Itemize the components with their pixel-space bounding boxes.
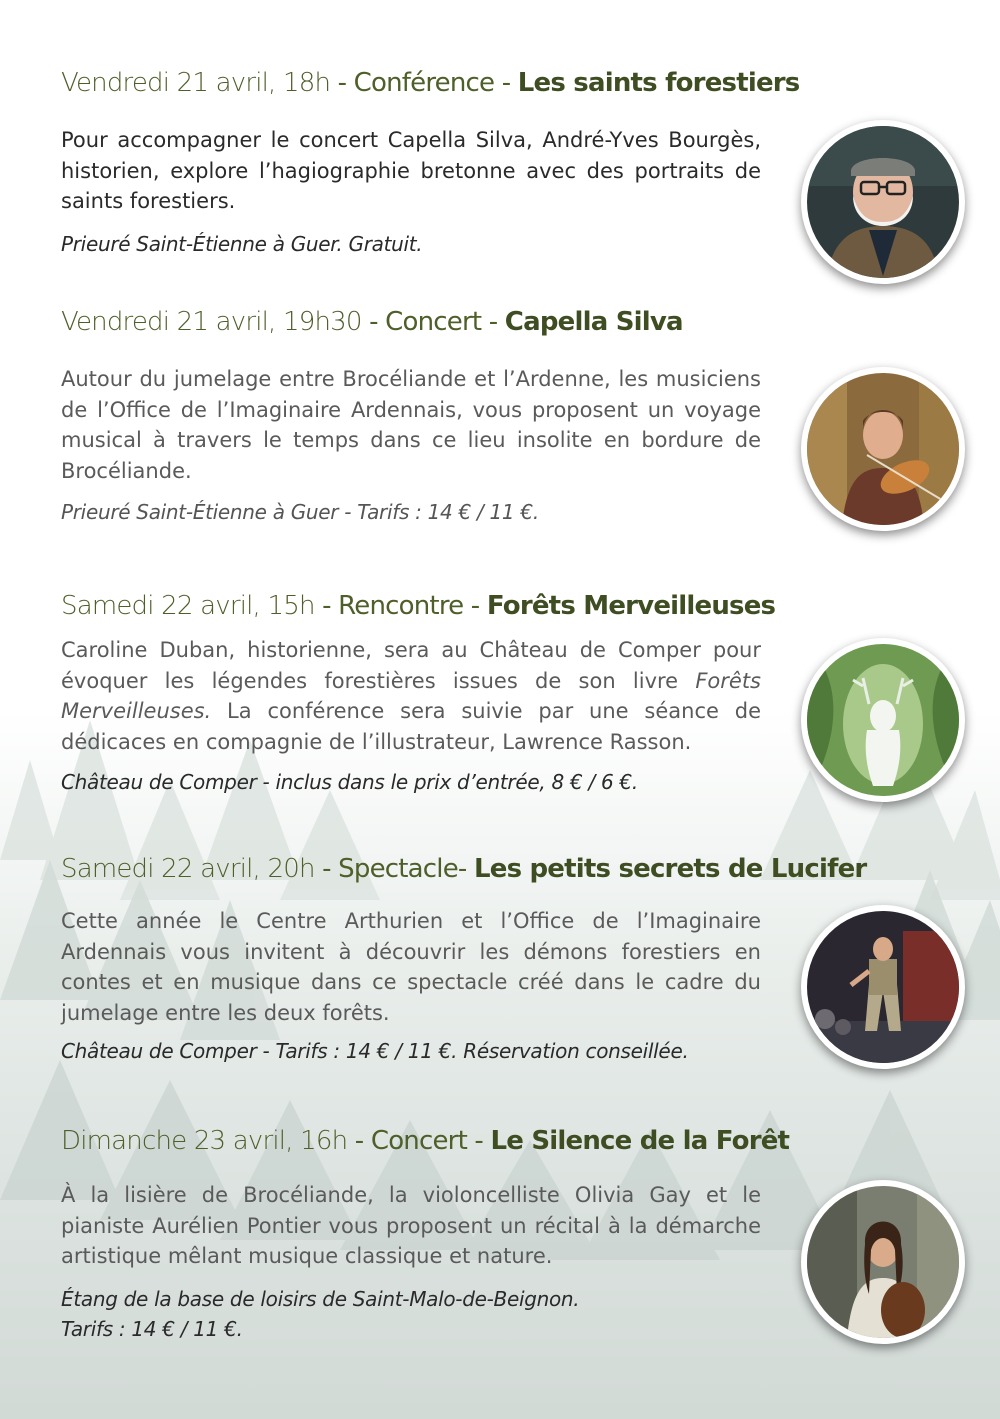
event-title <box>61 305 761 339</box>
event-description: Pour accompagner le concert Capella Silva, André-Yves Bourgès, historien, explore l’hagiographie bretonne avec des portraits de saints forestiers. <box>61 128 761 213</box>
event-kind: Concert <box>370 1126 467 1156</box>
event-title <box>61 852 867 886</box>
event-title <box>61 66 800 100</box>
description-text: Caroline Duban, historienne, sera au Château de Comper pour évoquer les légendes forestières issues de son livre <box>61 638 761 693</box>
event-name: Forêts Merveilleuses <box>486 591 776 621</box>
event-name: Les petits secrets de Lucifer <box>473 854 867 884</box>
event-name: Les saints forestiers <box>517 68 800 98</box>
event-4 <box>61 852 867 1066</box>
title-separator: - <box>330 68 354 98</box>
event-title <box>61 589 776 623</box>
event-name: Capella Silva <box>504 307 683 337</box>
title-separator: - <box>457 854 474 884</box>
event-date: Dimanche 23 avril, 16h <box>61 1126 348 1156</box>
event-date: Vendredi 21 avril, 18h <box>61 68 331 98</box>
title-separator: - <box>347 1126 371 1156</box>
event-place: Étang de la base de loisirs de Saint-Malo-de-Beignon. <box>61 1286 580 1311</box>
event-1 <box>61 66 800 259</box>
cellist-woman-forest <box>801 1180 965 1344</box>
event-date: Samedi 22 avril, 15h <box>61 591 315 621</box>
event-description: À la lisière de Brocéliande, la violoncelliste Olivia Gay et le pianiste Aurélien Pontier vous proposent un récital à la démarche artistique mêlant musique classique et nature. <box>61 1183 761 1268</box>
event-title <box>61 1124 790 1158</box>
book-title: Forêts Merveilleuses. <box>61 668 761 723</box>
event-description: Autour du jumelage entre Brocéliande et l’Ardenne, les musiciens de l’Office de l’Imaginaire Ardennais, vous proposent un voyage musical à travers le temps dans ce lieu insolite en bordure de Brocéliande. <box>61 367 761 483</box>
portrait-bearded-man <box>801 120 965 284</box>
event-kind: Concert <box>385 307 482 337</box>
event-3 <box>61 589 776 797</box>
event-place: Prieuré Saint-Étienne à Guer. Gratuit. <box>61 231 423 256</box>
event-place: Château de Comper - inclus dans le prix d’entrée, 8 € / 6 €. <box>61 770 638 794</box>
event-kind: Spectacle <box>338 854 458 884</box>
event-5 <box>61 1124 790 1344</box>
description-text: La conférence sera suivie par une séance de dédicaces en compagnie de l’illustrateur, Lawrence Rasson. <box>61 699 761 754</box>
white-stag-illustration <box>801 638 965 802</box>
violinist-woman <box>801 367 965 531</box>
title-separator: - <box>481 307 505 337</box>
title-separator: - <box>314 591 339 621</box>
title-separator: - <box>361 307 386 337</box>
event-price: Tarifs : 14 € / 11 €. <box>61 1316 243 1341</box>
event-description: Cette année le Centre Arthurien et l’Office de l’Imaginaire Ardennais vous invitent à découvrir les démons forestiers en contes et en musique dans ce spectacle créé dans le cadre du jumelage entre les deux forêts. <box>61 909 761 1025</box>
title-separator: - <box>463 591 487 621</box>
event-date: Samedi 22 avril, 20h <box>61 854 315 884</box>
event-name: Le Silence de la Forêt <box>490 1126 790 1156</box>
event-place: Château de Comper - Tarifs : 14 € / 11 €. Réservation conseillée. <box>61 1039 689 1063</box>
title-separator: - <box>314 854 339 884</box>
title-separator: - <box>466 1126 491 1156</box>
title-separator: - <box>494 68 518 98</box>
event-2 <box>61 305 761 527</box>
event-date: Vendredi 21 avril, 19h30 <box>61 307 362 337</box>
event-kind: Conférence <box>353 68 495 98</box>
event-kind: Rencontre <box>338 591 464 621</box>
storyteller-performance <box>801 905 965 1069</box>
event-description <box>61 635 761 757</box>
event-place: Prieuré Saint-Étienne à Guer - Tarifs : 14 € / 11 €. <box>61 500 539 524</box>
